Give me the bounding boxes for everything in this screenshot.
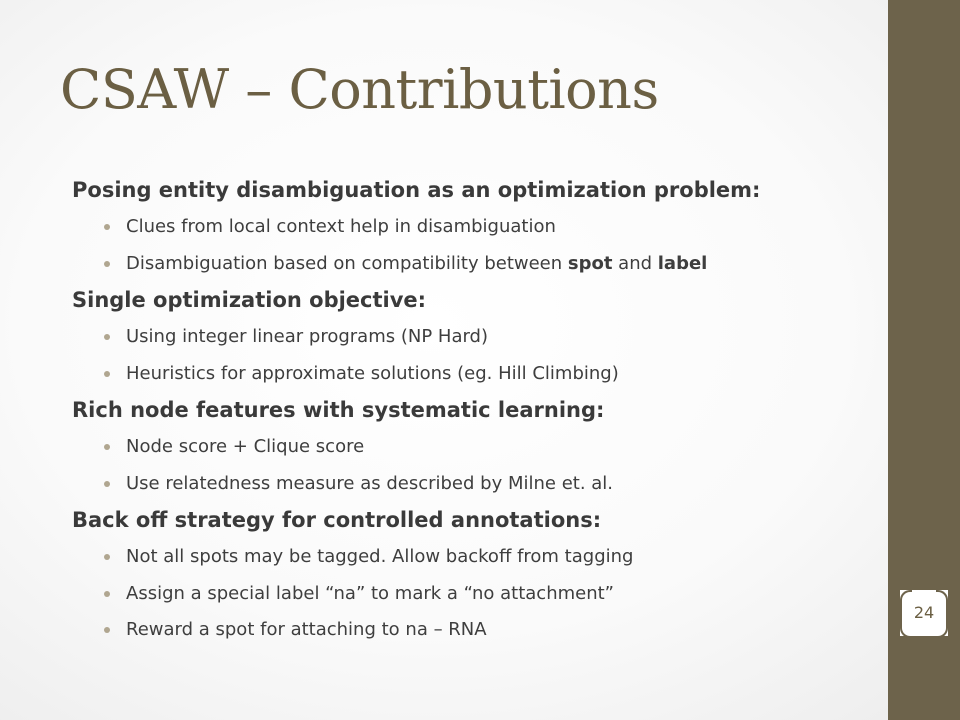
bullet-dot-icon [104,224,110,230]
section-heading: Posing entity disambiguation as an optimization problem: [72,178,761,202]
bullet-text: Heuristics for approximate solutions (eg. Hill Climbing) [126,362,619,384]
slide-content [72,172,872,649]
bullet-dot-icon [104,261,110,267]
bullet-item [72,612,872,649]
section-heading: Rich node features with systematic learning: [72,398,605,422]
bullet-list [72,319,872,392]
bullet-dot-icon [104,444,110,450]
bullet-list [72,539,872,649]
bullet-dot-icon [104,627,110,633]
bullet-item [72,246,872,283]
bullet-text: Not all spots may be tagged. Allow backoff from tagging [126,546,634,567]
bullet-item [72,429,872,466]
slide-title: CSAW – Contributions [60,58,659,121]
page-number: 24 [913,603,935,622]
bullet-item [72,539,872,576]
bullet-dot-icon [104,591,110,597]
bullet-dot-icon [104,371,110,377]
section-heading: Single optimization objective: [72,288,427,312]
bullet-dot-icon [104,481,110,487]
bullet-item [72,356,872,393]
bullet-list [72,209,872,282]
bullet-text: Node score + Clique score [126,436,365,457]
bullet-item [72,319,872,356]
bullet-text-before: Disambiguation based on compatibility between [126,252,568,274]
bullet-text: Clues from local context help in disambiguation [126,216,556,237]
keyword-spot: spot [567,252,613,274]
bullet-dot-icon [104,554,110,560]
bullet-text: Assign a special label “na” to mark a “no attachment” [126,582,615,604]
bullet-text: Use relatedness measure as described by Milne et. al. [126,472,614,494]
bullet-dot-icon [104,334,110,340]
bullet-text-middle: and [612,252,658,274]
bullet-text: Using integer linear programs (NP Hard) [126,326,489,347]
bullet-item [72,466,872,503]
page-number-badge [900,590,948,636]
bullet-text: Reward a spot for attaching to na – RNA [126,619,487,640]
section-heading: Back off strategy for controlled annotations: [72,508,602,532]
keyword-label: label [657,252,708,274]
bullet-item [72,576,872,613]
bullet-list [72,429,872,502]
bullet-item [72,209,872,246]
